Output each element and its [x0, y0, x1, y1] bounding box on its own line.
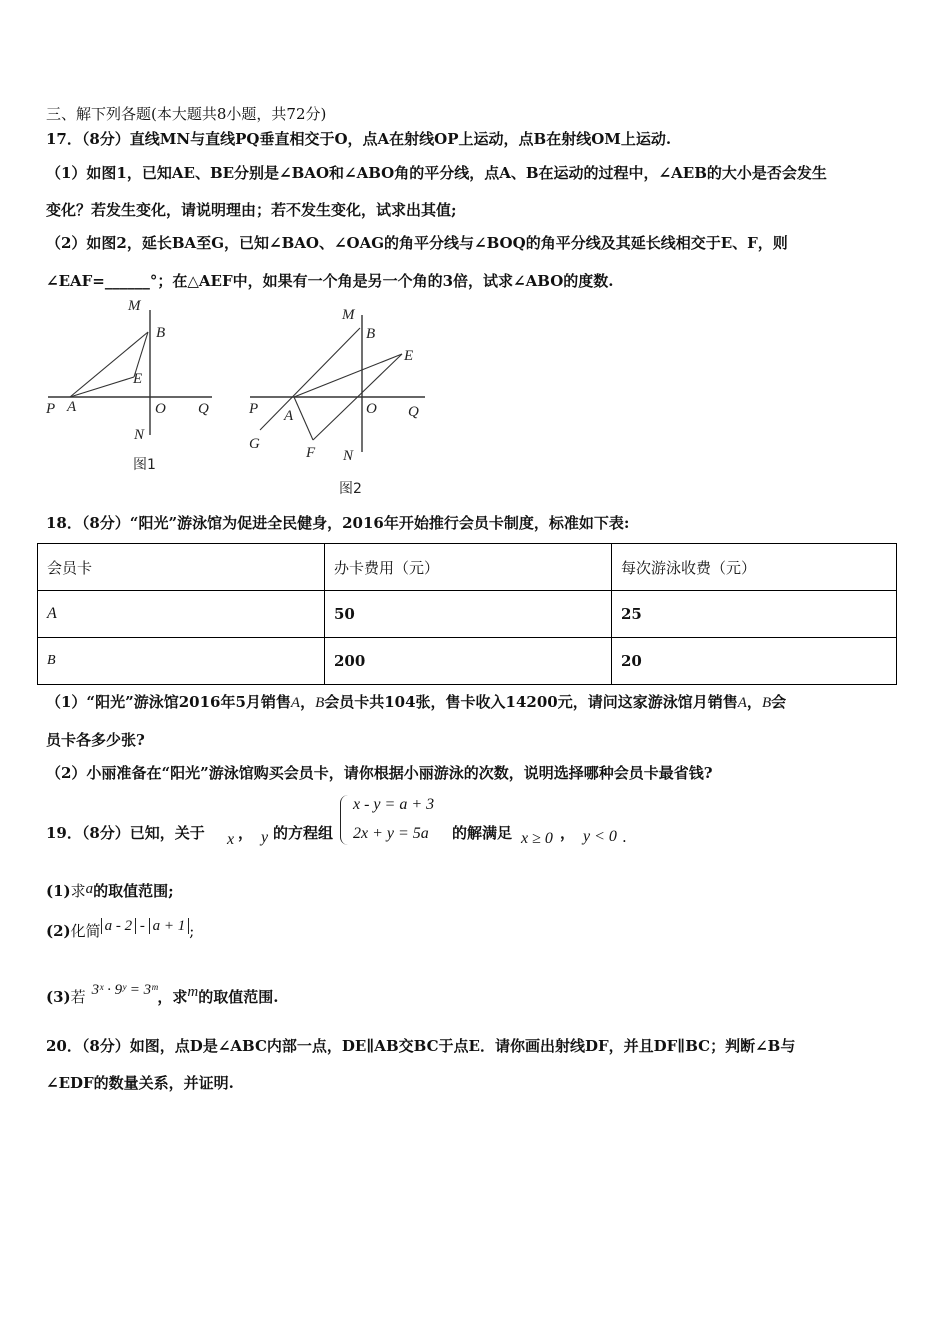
table-cell-fee: 200: [325, 638, 612, 685]
sub-number: (2): [46, 922, 71, 940]
q18-part1-text: （1）“阳光”游泳馆2016年5月销售: [46, 693, 291, 711]
var-b: B: [315, 695, 325, 711]
q17-part2-line1: （2）如图2，延长BA至G，已知∠BAO、∠OAG的角平分线与∠BOQ的角平分线及其延长线相交于E、F，则: [46, 234, 788, 252]
fig1-label-p: P: [46, 401, 56, 417]
var-a: a: [85, 881, 94, 897]
fig2-label-e: E: [404, 348, 414, 364]
sub-number: (1): [46, 882, 71, 900]
var-m: m: [187, 984, 199, 1000]
q19-var-x: x: [227, 831, 235, 848]
q19-condition-y: y < 0: [583, 828, 617, 845]
figure-1: [40, 295, 220, 480]
minus-sign: -: [136, 918, 149, 934]
var-b: B: [761, 695, 772, 711]
fig2-label-g: G: [249, 436, 260, 452]
q17-part1-line1: （1）如图1，已知AE、BE分别是∠BAO和∠ABO角的平分线，点A、B在运动的过程中，∠AEB的大小是否会发生: [46, 164, 827, 182]
q19-equation-1: x - y = a + 3: [353, 796, 435, 813]
figure-2: [240, 300, 440, 500]
q19-comma: ，: [560, 824, 576, 842]
sub-text: 的取值范围;: [93, 882, 174, 900]
fig2-label-n: N: [343, 448, 354, 464]
fig1-caption: 图1: [133, 457, 156, 473]
q18-part1-text: ，: [300, 693, 316, 711]
fig2-label-b: B: [366, 326, 376, 342]
abs-value-2: a + 1: [149, 918, 190, 934]
q18-part1-line1: [46, 691, 786, 712]
fig1-label-e: E: [133, 371, 143, 387]
q19-equation-2: 2x + y = 5a: [353, 825, 429, 842]
q18-stem: 18．（8分）“阳光”游泳馆为促进全民健身，2016年开始推行会员卡制度，标准如下表:: [46, 514, 630, 532]
system-brace: [340, 795, 349, 845]
fig2-label-m: M: [342, 307, 355, 323]
sub-text: ;: [189, 922, 195, 940]
exponent-equation: 3ˣ · 9ʸ = 3ᵐ: [91, 982, 158, 998]
q19-stem-b: 的方程组: [273, 824, 334, 842]
q18-part1-text: 会员卡共104张，售卡收入14200元，请问这家游泳馆月销售: [324, 693, 738, 711]
q19-period: .: [622, 828, 627, 846]
sub-text: 求: [70, 882, 86, 900]
q19-sub2: [46, 920, 194, 941]
sub-text: ，求: [157, 988, 188, 1006]
q19-comma: ，: [238, 824, 254, 842]
q19-stem-c: 的解满足: [452, 824, 513, 842]
fig2-caption: 图2: [339, 481, 362, 497]
table-header-cell: 办卡费用（元）: [325, 544, 612, 591]
table-cell-fee: 50: [325, 591, 612, 638]
fig2-label-f: F: [306, 445, 316, 461]
q19-condition-x: x ≥ 0: [521, 830, 553, 847]
q17-stem: 17．（8分）直线MN与直线PQ垂直相交于O，点A在射线OP上运动，点B在射线OM上运动.: [46, 130, 672, 148]
table-row: [38, 638, 897, 685]
q20-line1: 20．（8分）如图，点D是∠ABC内部一点，DE∥AB交BC于点E．请你画出射线DF，并且DF∥BC；判断∠B与: [46, 1037, 796, 1055]
section-title: 三、解下列各题(本大题共8小题，共72分): [46, 105, 327, 123]
q17-part2-line2: ∠EAF=______°；在△AEF中，如果有一个角是另一个角的3倍，试求∠ABO的度数.: [46, 272, 614, 290]
table-cell-card-type: B: [38, 638, 325, 685]
fig1-label-m: M: [128, 298, 141, 314]
abs-value-1: a - 2: [101, 918, 137, 934]
table-cell-per-swim: 20: [612, 638, 897, 685]
q19-stem-a: 19．（8分）已知，关于: [46, 824, 205, 842]
q18-part1-line2: 员卡各多少张?: [46, 731, 145, 749]
q19-sub3: [46, 982, 279, 1007]
fig1-label-b: B: [156, 325, 166, 341]
table-cell-per-swim: 25: [612, 591, 897, 638]
membership-fee-table: [37, 543, 897, 685]
q18-part1-text: ，: [746, 693, 762, 711]
sub-text: 化简: [70, 922, 101, 940]
var-a: A: [290, 695, 301, 711]
table-row: [38, 591, 897, 638]
fig1-label-n: N: [134, 427, 145, 443]
q20-line2: ∠EDF的数量关系，并证明.: [46, 1074, 234, 1092]
fig1-label-a: A: [67, 399, 77, 415]
fig1-label-o: O: [155, 401, 166, 417]
q18-part1-text: 会: [771, 693, 787, 711]
sub-number: (3): [46, 988, 71, 1006]
fig2-label-a: A: [284, 408, 294, 424]
fig2-label-q: Q: [408, 404, 419, 420]
q18-part2: （2）小丽准备在“阳光”游泳馆购买会员卡，请你根据小丽游泳的次数，说明选择哪种会员卡最省钱?: [46, 764, 713, 782]
table-header-row: [38, 544, 897, 591]
sub-text: 的取值范围.: [198, 988, 279, 1006]
fig2-label-o: O: [366, 401, 377, 417]
q19-var-y: y: [261, 829, 269, 846]
fig2-label-p: P: [249, 401, 259, 417]
var-a: A: [737, 695, 747, 711]
table-header-cell: 每次游泳收费（元）: [612, 544, 897, 591]
q19-sub1: [46, 880, 174, 901]
table-header-cell: 会员卡: [38, 544, 325, 591]
q17-part1-line2: 变化？若发生变化，请说明理由；若不发生变化，试求出其值;: [46, 201, 457, 219]
table-cell-card-type: A: [38, 591, 325, 638]
fig1-label-q: Q: [198, 401, 209, 417]
sub-text: 若: [70, 988, 86, 1006]
